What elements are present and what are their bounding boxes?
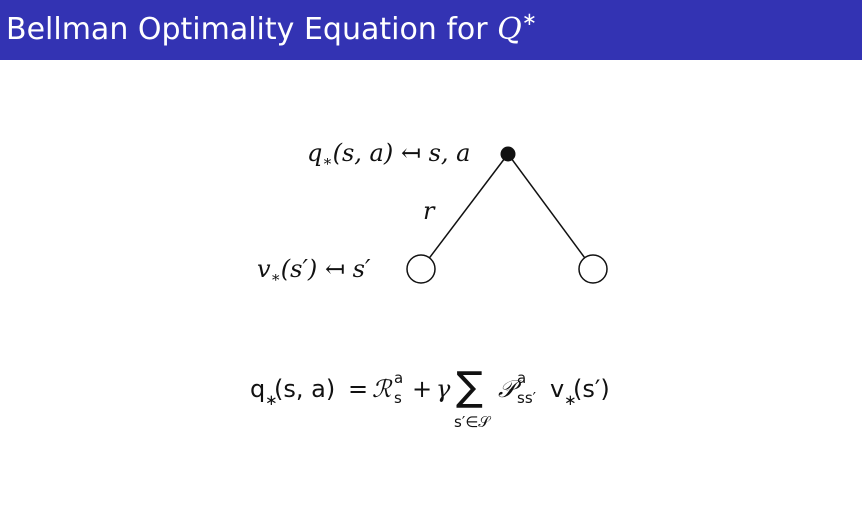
- leaf-label-args: (s′): [280, 255, 318, 283]
- edge-root-to-right-state: [508, 154, 593, 269]
- left-state-node: [407, 255, 435, 283]
- eq-reward-sub: s: [394, 389, 402, 407]
- bellman-optimality-equation: [250, 362, 630, 442]
- eq-reward-sup: a: [394, 369, 404, 387]
- root-label-fn: q: [307, 139, 323, 167]
- leaf-label-sub: ∗: [270, 268, 281, 286]
- slide-title-prefix: Bellman Optimality Equation for: [6, 12, 498, 47]
- eq-transition: 𝒫: [498, 375, 516, 403]
- leaf-label-state: s′: [352, 255, 371, 283]
- eq-sum-subscript: s′∈𝒮: [454, 413, 490, 431]
- right-state-node: [579, 255, 607, 283]
- eq-sum-symbol: ∑: [456, 364, 483, 410]
- leaf-label-arrow: ↤: [317, 255, 353, 283]
- eq-value-sub: ∗: [564, 391, 577, 409]
- root-label-args: (s, a): [332, 139, 394, 167]
- eq-value-fn: v: [550, 375, 565, 403]
- eq-equals: =: [348, 375, 369, 403]
- action-node: [501, 147, 516, 162]
- eq-transition-sup: a: [517, 369, 527, 387]
- edge-reward-symbol: r: [423, 197, 435, 225]
- eq-plus: +: [412, 375, 433, 403]
- root-label-sub: ∗: [322, 152, 333, 170]
- leaf-label-fn: v: [257, 255, 271, 283]
- slide-title-superscript: ∗: [521, 9, 537, 30]
- eq-transition-sub: ss′: [517, 389, 537, 407]
- eq-lhs-fn: q: [250, 375, 266, 403]
- eq-lhs-sub: ∗: [265, 391, 278, 409]
- edge-reward-label: [423, 196, 434, 226]
- eq-reward: ℛ: [372, 375, 392, 403]
- root-label: [307, 138, 470, 168]
- eq-gamma: γ: [436, 375, 451, 403]
- leaf-label: [257, 254, 370, 284]
- root-label-state: s, a: [428, 139, 471, 167]
- eq-lhs-args: (s, a): [274, 375, 336, 403]
- slide-title-symbol: Q: [497, 12, 522, 47]
- root-label-arrow: ↤: [393, 139, 429, 167]
- eq-value-args: (s′): [573, 375, 610, 403]
